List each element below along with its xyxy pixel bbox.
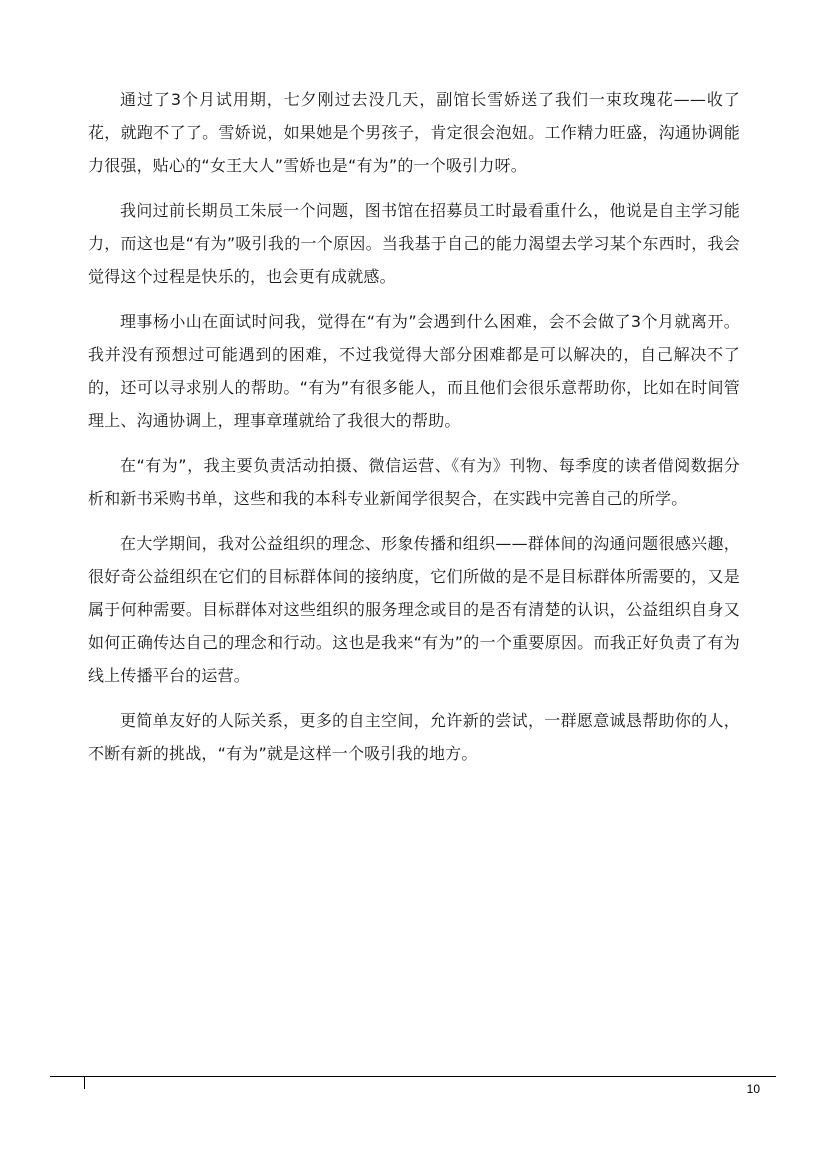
paragraph-6: 更简单友好的人际关系，更多的自主空间，允许新的尝试，一群愿意诚恳帮助你的人，不断有新的挑战，“有为”就是这样一个吸引我的地方。 <box>88 711 740 763</box>
paragraph-5: 在大学期间，我对公益组织的理念、形象传播和组织——群体间的沟通问题很感兴趣，很好奇公益组织在它们的目标群体间的接纳度，它们所做的是不是目标群体所需要的，又是属于何种需要。目标群体对这些组织的服务理念或目的是否有清楚的认识，公益组织自身又如何正确传达自己的理念和行动。这也是我来“有为”的一个重要原因。而我正好负责了有为线上传播平台的运营。 <box>88 534 740 685</box>
paragraph-1: 通过了3个月试用期，七夕刚过去没几天，副馆长雪娇送了我们一束玫瑰花——收了花，就跑不了了。雪娇说，如果她是个男孩子，肯定很会泡妞。工作精力旺盛，沟通协调能力很强，贴心的“女王大人”雪娇也是“有为”的一个吸引力呀。 <box>88 90 740 175</box>
paragraph-4: 在“有为”，我主要负责活动拍摄、微信运营、《有为》刊物、每季度的读者借阅数据分析和新书采购书单，这些和我的本科专业新闻学很契合，在实践中完善自己的所学。 <box>88 456 740 508</box>
document-body <box>88 83 740 782</box>
footer-tick-mark <box>84 1077 85 1089</box>
footer-divider <box>50 1076 776 1077</box>
paragraph-2: 我问过前长期员工朱辰一个问题，图书馆在招募员工时最看重什么，他说是自主学习能力，而这也是“有为”吸引我的一个原因。当我基于自己的能力渴望去学习某个东西时，我会觉得这个过程是快乐的，也会更有成就感。 <box>88 201 740 286</box>
paragraph-3: 理事杨小山在面试时问我，觉得在“有为”会遇到什么困难，会不会做了3个月就离开。我并没有预想过可能遇到的困难，不过我觉得大部分困难都是可以解决的，自己解决不了的，还可以寻求别人的帮助。“有为”有很多能人，而且他们会很乐意帮助你，比如在时间管理上、沟通协调上，理事章瑾就给了我很大的帮助。 <box>88 312 740 430</box>
page-number: 10 <box>746 1082 760 1096</box>
